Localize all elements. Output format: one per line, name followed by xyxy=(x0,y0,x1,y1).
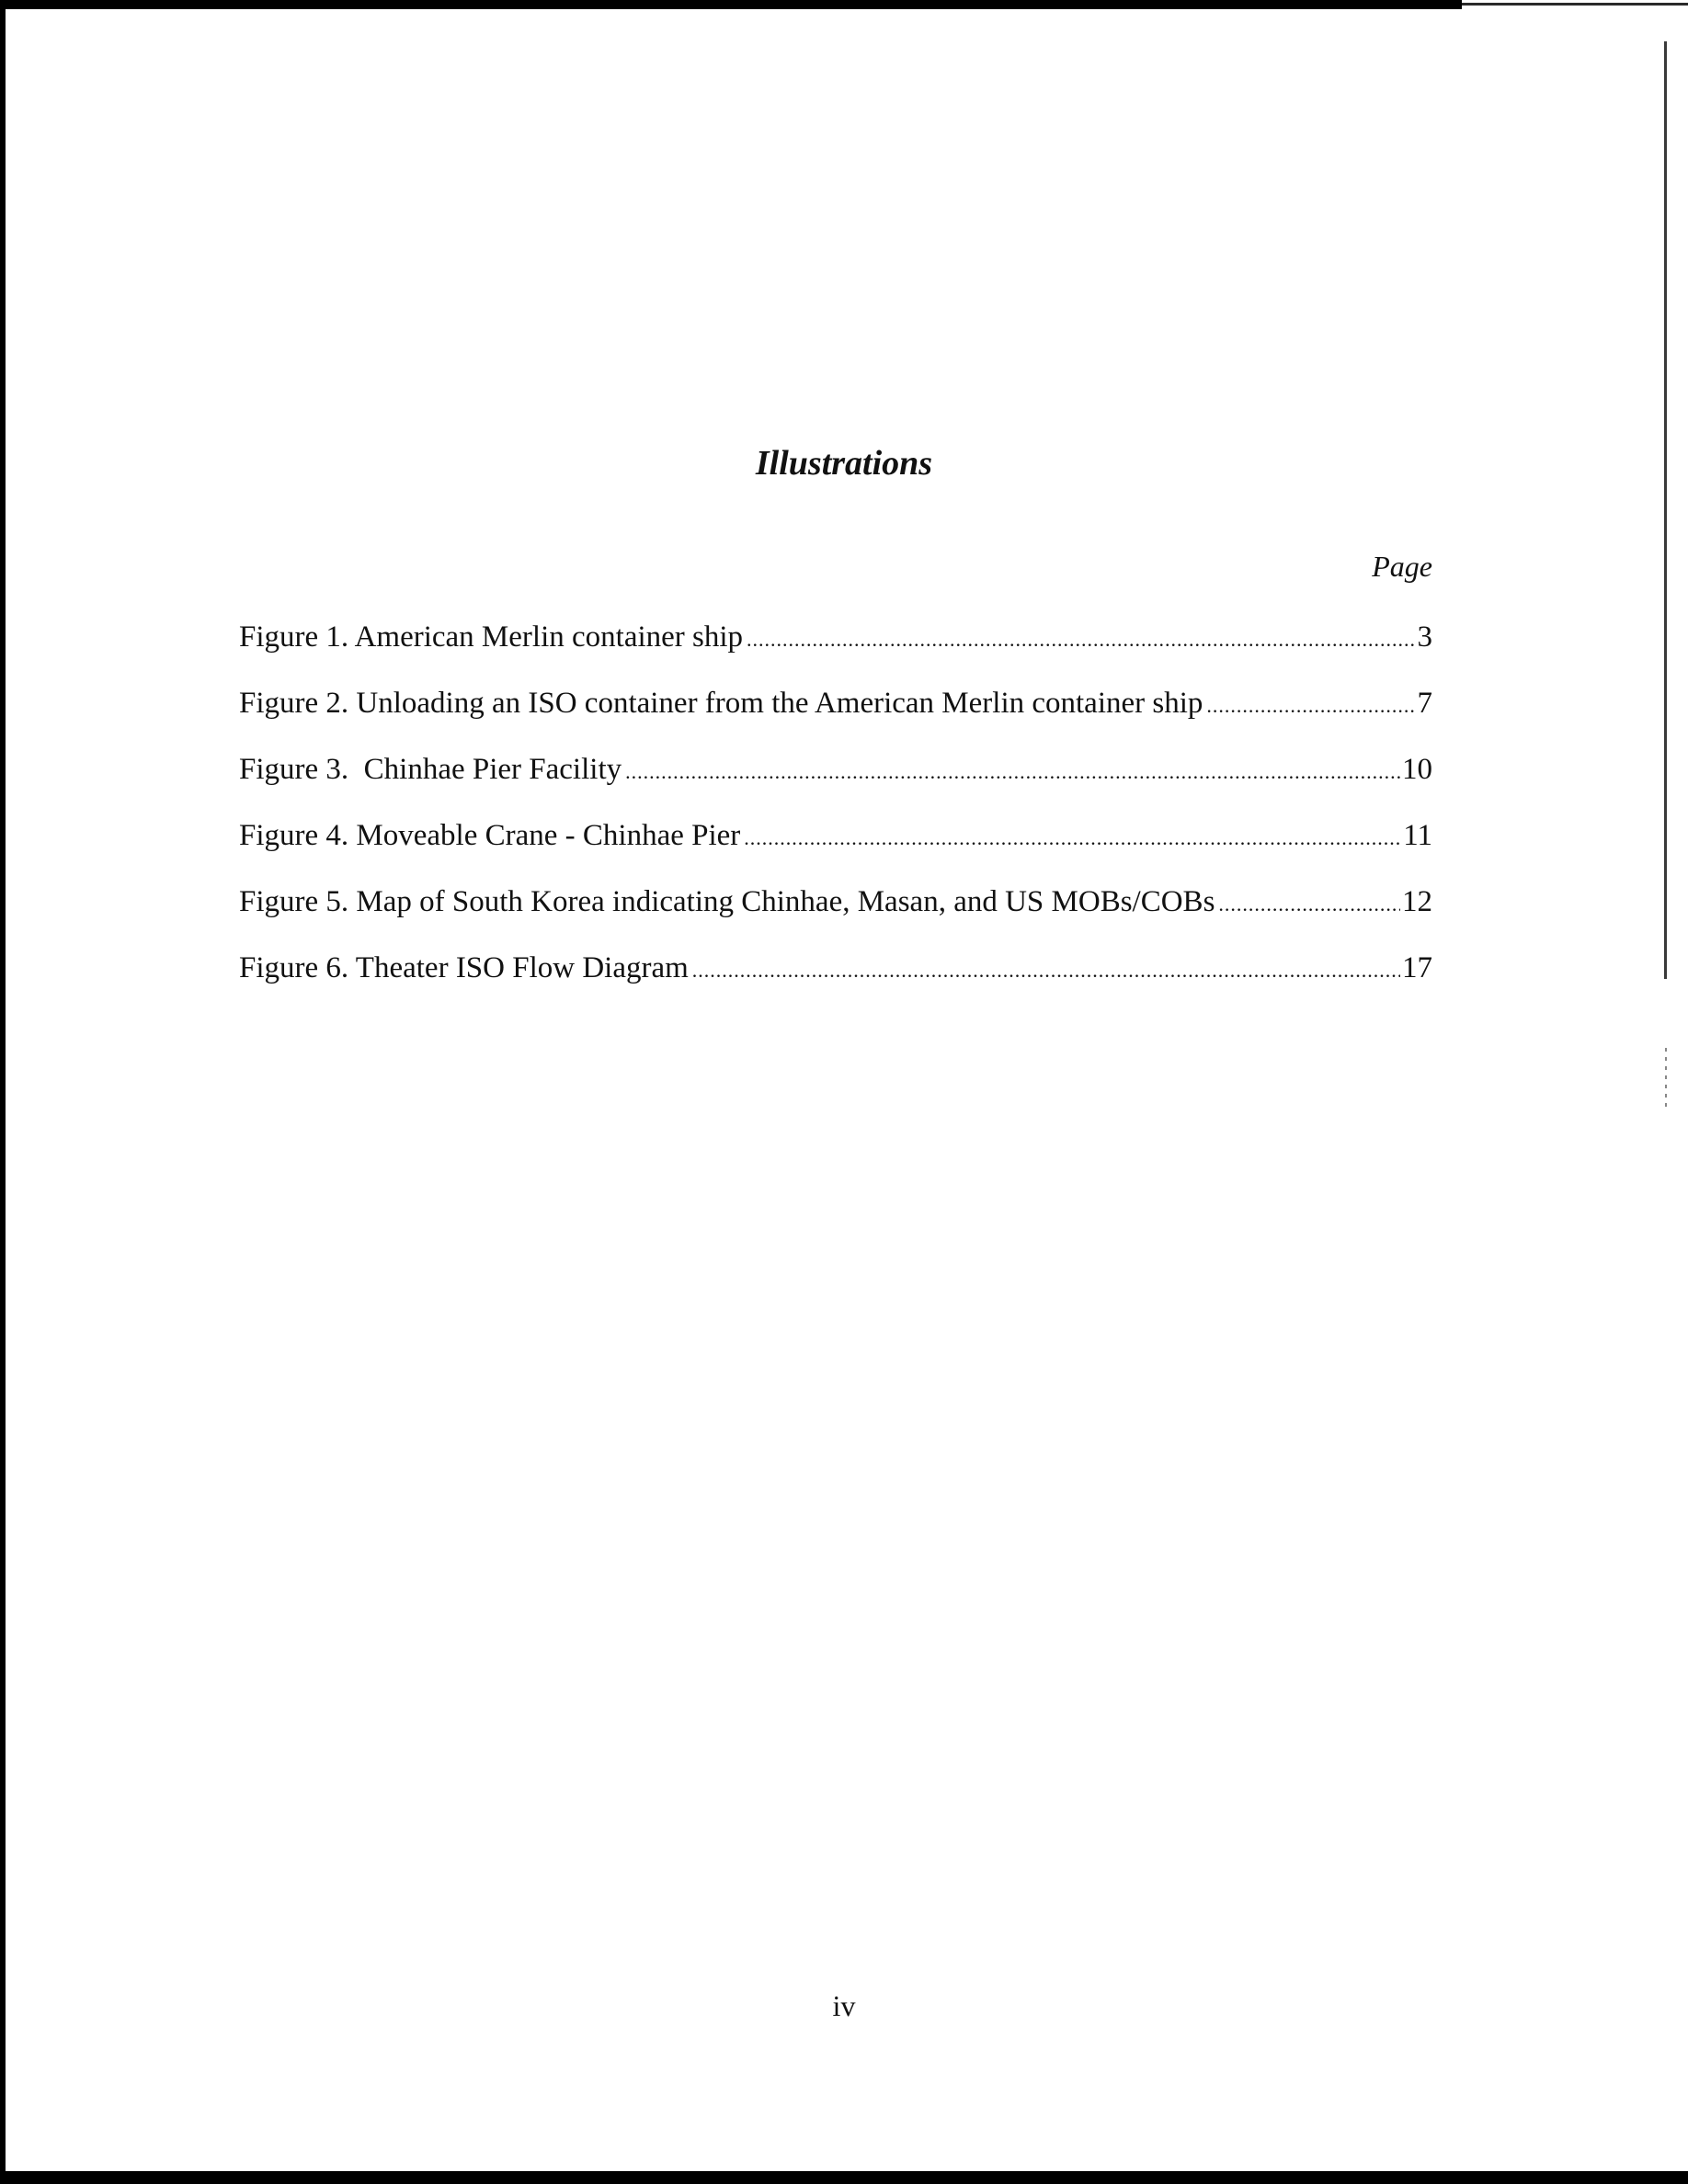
figure-entry-1 xyxy=(239,620,1432,686)
figure-title: Figure 6. Theater ISO Flow Diagram xyxy=(239,951,689,984)
figure-title: Figure 4. Moveable Crane - Chinhae Pier xyxy=(239,819,741,852)
dot-leader xyxy=(692,959,1400,983)
figure-page-number: 11 xyxy=(1403,819,1432,852)
scan-border-right xyxy=(1664,41,1667,979)
figure-title: Figure 2. Unloading an ISO container from the American Merlin container ship xyxy=(239,687,1203,720)
figure-title: Figure 5. Map of South Korea indicating Chinhae, Masan, and US MOBs/COBs xyxy=(239,885,1215,918)
figure-page-number: 7 xyxy=(1417,687,1432,720)
dot-leader xyxy=(625,760,1400,784)
page-number-footer: iv xyxy=(832,1989,856,2022)
scan-border-top xyxy=(0,0,1462,9)
figure-entry-5 xyxy=(239,884,1432,950)
dot-leader xyxy=(744,826,1401,850)
page-column-label: Page xyxy=(1372,550,1432,583)
figure-page-number: 17 xyxy=(1402,951,1432,984)
dot-leader xyxy=(747,628,1415,652)
scan-border-bottom xyxy=(0,2171,1688,2184)
page-title: Illustrations xyxy=(755,444,933,483)
figure-entry-4 xyxy=(239,818,1432,884)
scan-border-right-dash xyxy=(1665,1048,1667,1112)
figure-title: Figure 1. American Merlin container ship xyxy=(239,620,744,654)
scan-border-top-tail xyxy=(1462,3,1688,6)
figure-title: Figure 3. Chinhae Pier Facility xyxy=(239,753,622,786)
figure-page-number: 10 xyxy=(1402,753,1432,786)
figure-page-number: 12 xyxy=(1402,885,1432,918)
list-of-figures xyxy=(239,620,1432,1017)
figure-entry-2 xyxy=(239,686,1432,752)
figure-page-number: 3 xyxy=(1417,620,1432,654)
dot-leader xyxy=(1206,694,1415,718)
figure-entry-3 xyxy=(239,752,1432,818)
dot-leader xyxy=(1218,893,1400,916)
scan-border-left xyxy=(0,0,6,2184)
figure-entry-6 xyxy=(239,950,1432,1017)
